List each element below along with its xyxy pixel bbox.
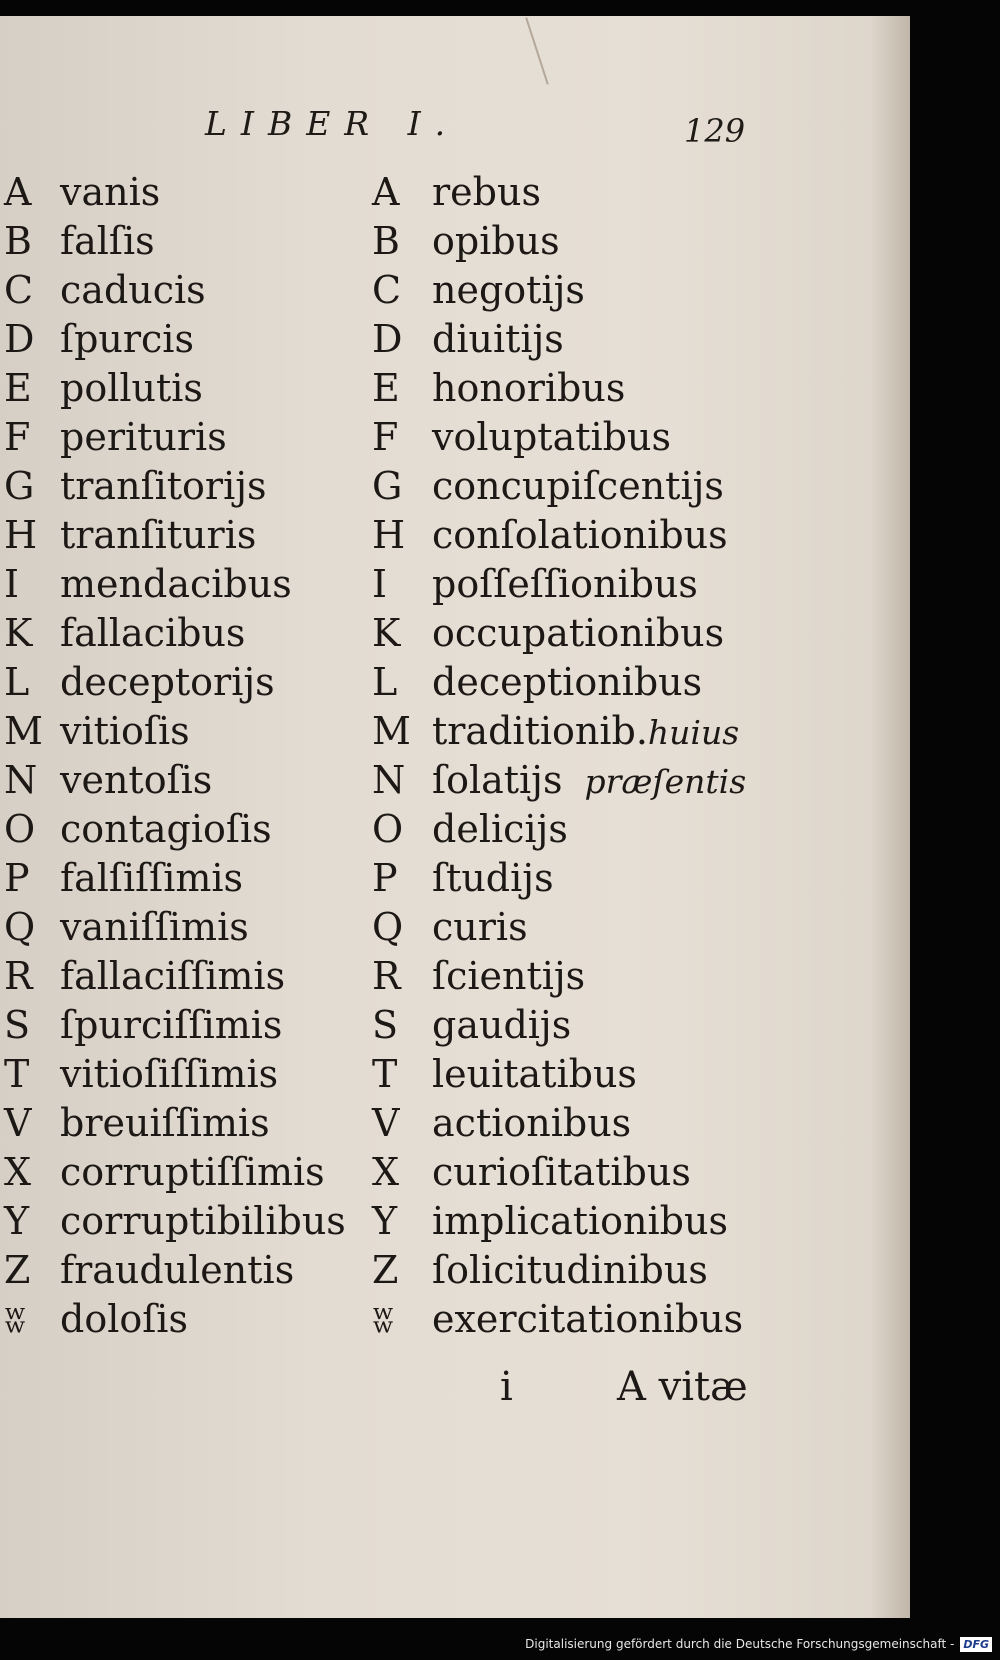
right-column-row xyxy=(372,168,746,217)
index-letter: D xyxy=(4,317,35,361)
left-column-row xyxy=(4,462,346,511)
right-column-row xyxy=(372,560,746,609)
index-word: negotijs xyxy=(432,268,585,312)
index-letter: F xyxy=(372,415,399,459)
index-letter: I xyxy=(372,562,388,606)
right-column-row xyxy=(372,1050,746,1099)
index-word: curis xyxy=(432,905,528,949)
index-word: actionibus xyxy=(432,1101,632,1145)
index-letter: K xyxy=(4,611,33,655)
page-number: 129 xyxy=(684,112,746,150)
left-column-row xyxy=(4,1246,346,1295)
index-word: vitioſis xyxy=(60,709,190,753)
left-column xyxy=(4,168,346,1344)
index-word: vaniſſimis xyxy=(60,905,249,949)
index-letter: B xyxy=(4,219,32,263)
index-word: deceptorijs xyxy=(60,660,275,704)
index-letter: E xyxy=(4,366,32,410)
index-letter: C xyxy=(4,268,34,312)
index-word: tranſituris xyxy=(60,513,257,557)
index-word: mendacibus xyxy=(60,562,292,606)
catchword: A vitæ xyxy=(617,1364,748,1410)
left-column-row xyxy=(4,511,346,560)
index-letter: D xyxy=(372,317,403,361)
index-word: ſpurcis xyxy=(60,317,194,361)
index-letter: M xyxy=(372,709,411,753)
right-column-row xyxy=(372,609,746,658)
index-letter: F xyxy=(4,415,31,459)
index-letter: T xyxy=(372,1052,398,1096)
right-column-row xyxy=(372,658,746,707)
index-letter: P xyxy=(4,856,30,900)
right-column-row xyxy=(372,217,746,266)
right-column-row xyxy=(372,511,746,560)
index-word: falſis xyxy=(60,219,155,263)
left-column-row xyxy=(4,805,346,854)
index-letter: ʬ xyxy=(372,1297,395,1341)
index-word: fallaciſſimis xyxy=(60,954,286,998)
index-letter: L xyxy=(372,660,398,704)
left-column-row xyxy=(4,707,346,756)
right-column-row xyxy=(372,1246,746,1295)
index-word: conſolationibus xyxy=(432,513,728,557)
index-word: deceptionibus xyxy=(432,660,703,704)
index-word: doloſis xyxy=(60,1297,188,1341)
signature-mark: i xyxy=(500,1364,513,1410)
index-letter: R xyxy=(4,954,33,998)
index-word: leuitatibus xyxy=(432,1052,637,1096)
left-column-row xyxy=(4,1099,346,1148)
left-column-row xyxy=(4,217,346,266)
index-letter: Q xyxy=(4,905,36,949)
left-column-row xyxy=(4,903,346,952)
index-word: vitioſiſſimis xyxy=(60,1052,279,1096)
left-column-row xyxy=(4,1001,346,1050)
index-letter: X xyxy=(4,1150,32,1194)
index-word: diuitijs xyxy=(432,317,564,361)
index-letter: T xyxy=(4,1052,30,1096)
index-letter: C xyxy=(372,268,402,312)
index-letter: G xyxy=(372,464,403,508)
index-word: ſpurciſſimis xyxy=(60,1003,283,1047)
index-letter: G xyxy=(4,464,35,508)
index-word: fraudulentis xyxy=(60,1248,295,1292)
right-column-row xyxy=(372,707,746,756)
right-column xyxy=(372,168,746,1344)
index-letter: I xyxy=(4,562,20,606)
index-letter: N xyxy=(4,758,38,802)
index-letter: S xyxy=(4,1003,31,1047)
index-word: pollutis xyxy=(60,366,203,410)
right-column-row xyxy=(372,1295,746,1344)
index-word: delicijs xyxy=(432,807,568,851)
digitization-footer xyxy=(0,1628,1000,1660)
index-letter: A xyxy=(372,170,400,214)
index-word: ſcientijs xyxy=(432,954,586,998)
index-word: curioſitatibus xyxy=(432,1150,691,1194)
index-letter: ʬ xyxy=(4,1297,27,1341)
right-column-row xyxy=(372,413,746,462)
index-word: corruptiſſimis xyxy=(60,1150,325,1194)
index-letter: O xyxy=(372,807,404,851)
left-column-row xyxy=(4,1050,346,1099)
index-letter: R xyxy=(372,954,401,998)
index-letter: V xyxy=(4,1101,32,1145)
index-word: occupationibus xyxy=(432,611,725,655)
right-column-row xyxy=(372,805,746,854)
index-word: vanis xyxy=(60,170,161,214)
page-crease xyxy=(525,17,549,84)
right-column-row xyxy=(372,266,746,315)
right-column-row xyxy=(372,756,746,805)
right-column-row xyxy=(372,315,746,364)
left-column-row xyxy=(4,854,346,903)
index-word: corruptibilibus xyxy=(60,1199,346,1243)
right-column-row xyxy=(372,1099,746,1148)
right-column-row xyxy=(372,1001,746,1050)
index-word: poſſeſſionibus xyxy=(432,562,698,606)
index-letter: A xyxy=(4,170,32,214)
running-head: LIBER I. xyxy=(205,104,460,143)
footer-text: Digitalisierung gefördert durch die Deutsche Forschungsgemeinschaft - xyxy=(525,1637,955,1651)
index-word: concupiſcentijs xyxy=(432,464,724,508)
right-column-row xyxy=(372,903,746,952)
index-word: rebus xyxy=(432,170,541,214)
index-letter: P xyxy=(372,856,398,900)
right-column-row xyxy=(372,854,746,903)
dfg-logo: DFG xyxy=(960,1637,992,1652)
left-column-row xyxy=(4,266,346,315)
index-word: exercitationibus xyxy=(432,1297,744,1341)
index-letter: N xyxy=(372,758,406,802)
left-column-row xyxy=(4,1148,346,1197)
left-column-row xyxy=(4,413,346,462)
left-column-row xyxy=(4,952,346,1001)
index-word: fallacibus xyxy=(60,611,246,655)
left-column-row xyxy=(4,560,346,609)
right-column-row xyxy=(372,952,746,1001)
index-letter: S xyxy=(372,1003,399,1047)
left-column-row xyxy=(4,609,346,658)
index-word: breuiſſimis xyxy=(60,1101,270,1145)
index-word: ſolatijs xyxy=(432,758,563,802)
index-word: ventoſis xyxy=(60,758,213,802)
left-column-row xyxy=(4,315,346,364)
index-letter: Y xyxy=(4,1199,30,1243)
right-column-row xyxy=(372,364,746,413)
index-letter: L xyxy=(4,660,30,704)
index-letter: E xyxy=(372,366,400,410)
index-word: opibus xyxy=(432,219,560,263)
index-letter: Y xyxy=(372,1199,398,1243)
index-word: implicationibus xyxy=(432,1199,728,1243)
index-letter: H xyxy=(4,513,38,557)
index-word: tranſitorijs xyxy=(60,464,267,508)
book-page xyxy=(0,16,910,1618)
right-column-row xyxy=(372,462,746,511)
index-word: ſtudijs xyxy=(432,856,554,900)
index-word: falſiſſimis xyxy=(60,856,244,900)
italic-annotation: huius xyxy=(647,713,740,752)
index-word: traditionib. xyxy=(432,709,648,753)
left-column-row xyxy=(4,658,346,707)
left-column-row xyxy=(4,756,346,805)
index-letter: X xyxy=(372,1150,400,1194)
index-word: caducis xyxy=(60,268,206,312)
index-word: ſolicitudinibus xyxy=(432,1248,708,1292)
index-word: voluptatibus xyxy=(432,415,671,459)
index-letter: V xyxy=(372,1101,400,1145)
right-column-row xyxy=(372,1197,746,1246)
italic-annotation: præſentis xyxy=(584,762,747,801)
index-letter: Q xyxy=(372,905,404,949)
right-column-row xyxy=(372,1148,746,1197)
index-word: honoribus xyxy=(432,366,626,410)
index-letter: M xyxy=(4,709,43,753)
index-letter: K xyxy=(372,611,401,655)
left-column-row xyxy=(4,364,346,413)
index-letter: B xyxy=(372,219,400,263)
index-letter: Z xyxy=(372,1248,399,1292)
index-word: contagioſis xyxy=(60,807,272,851)
index-letter: O xyxy=(4,807,36,851)
left-column-row xyxy=(4,168,346,217)
index-word: gaudijs xyxy=(432,1003,572,1047)
left-column-row xyxy=(4,1197,346,1246)
index-word: perituris xyxy=(60,415,227,459)
index-letter: Z xyxy=(4,1248,31,1292)
left-column-row xyxy=(4,1295,346,1344)
index-letter: H xyxy=(372,513,406,557)
